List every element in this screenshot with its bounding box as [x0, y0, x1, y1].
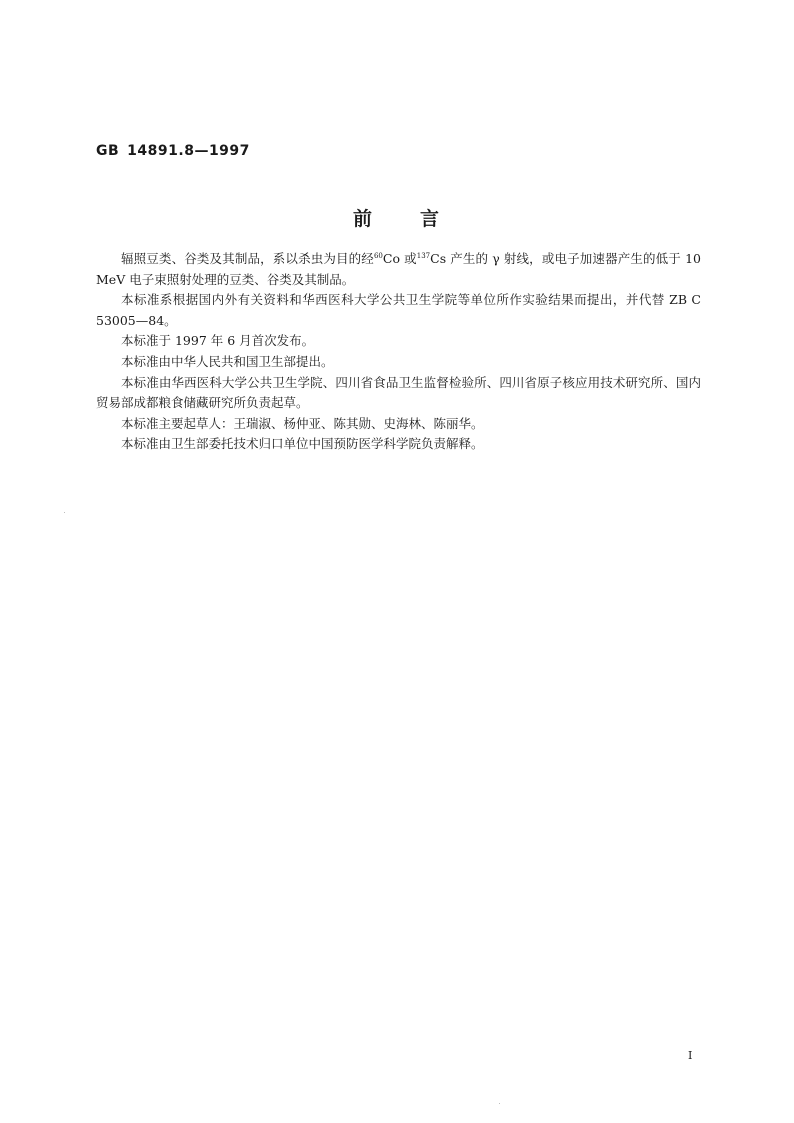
foreword-body — [96, 249, 701, 455]
title-char-1: 前 — [352, 208, 374, 230]
page-number: I — [688, 1049, 693, 1062]
paragraph-scope — [96, 249, 701, 290]
paragraph-proposer: 本标准由中华人民共和国卫生部提出。 — [121, 353, 334, 369]
page-title — [0, 204, 794, 231]
standard-code: 14891.8—1997 — [127, 143, 250, 159]
scope-text-c: Cs 产生的 γ 射线，或电子加速器产生的低于 10 MeV 电子束照射处理的豆类、谷类及其制品。 — [96, 251, 701, 287]
paragraph-drafting-units: 本标准由华西医科大学公共卫生学院、四川省食品卫生监督检验所、四川省原子核应用技术研究所、国内贸易部成都粮食储藏研究所负责起草。 — [96, 374, 701, 411]
paragraph-drafters: 本标准主要起草人：王瑞淑、杨仲亚、陈其勋、史海林、陈丽华。 — [121, 415, 484, 431]
scan-speck — [64, 512, 65, 513]
paragraph-interpretation: 本标准由卫生部委托技术归口单位中国预防医学科学院负责解释。 — [121, 436, 484, 452]
paragraph-release: 本标准于 1997 年 6 月首次发布。 — [121, 333, 315, 349]
scan-speck — [499, 1103, 500, 1104]
isotope-mass-cs: 137 — [416, 252, 431, 260]
scope-text-b: Co 或 — [382, 251, 417, 266]
standard-prefix: GB — [96, 143, 120, 159]
paragraph-basis: 本标准系根据国内外有关资料和华西医科大学公共卫生学院等单位所作实验结果而提出，并代替 ZB C 53005—84。 — [96, 292, 701, 328]
title-char-2: 言 — [420, 208, 442, 230]
standard-number — [96, 143, 250, 159]
isotope-mass-co: 60 — [373, 252, 383, 260]
scope-text-a: 辐照豆类、谷类及其制品，系以杀虫为目的经 — [121, 251, 374, 266]
